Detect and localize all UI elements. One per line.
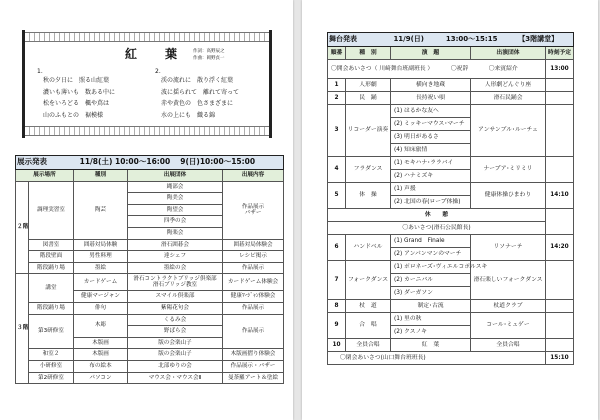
stage-title-row [328,33,574,47]
table-row [16,251,284,263]
table-row [328,300,574,313]
location-cell: 階段壁面 [29,251,74,263]
col-header: 出展内容 [223,170,284,182]
verse-number: 1. [37,68,43,75]
group-cell: 陶美会 [128,193,223,205]
song-lyrics-box [22,30,272,138]
col-header: 出展団体 [128,170,223,182]
content-cell: レシピ掲示 [223,251,284,263]
category-cell: 布の絵本 [74,360,128,372]
opening-greeting: 〇開会あいさつ（ 川﨑舞台班副班長 ） [331,65,434,72]
col-header: 演 題 [391,47,471,60]
content-cell: 木版画摺り体験会 [223,349,284,361]
group-cell: くるみ会 [128,314,223,326]
table-row [328,339,574,352]
col-header: 展示場所 [16,170,74,182]
category-cell: 合 唱 [346,313,391,339]
content-cell: 作品展示 バザー [223,181,284,239]
table-row [16,239,284,251]
category-cell: カードゲーム [74,274,128,291]
exhibit-date-sat: 11/8(土) 10:00～16:00 [79,157,171,167]
performer-cell: ナープア･ミリミリ [471,157,546,183]
program-title-cell: (2) アンパンマンのマーチ [391,248,471,261]
category-cell: 民 踊 [346,92,391,105]
congratulatory-address: 〇祝辞 [450,65,469,72]
location-cell: 階段踊り場 [29,302,74,314]
group-cell: マウス会・マウス会Ⅱ [128,372,223,384]
content-cell: 作品展示 [223,314,284,349]
category-cell: 健康マージャン [74,291,128,303]
stage-place: 【3階講堂】 [518,35,559,44]
category-cell: パソコン [74,372,128,384]
table-row [328,105,574,118]
location-cell: 調理実習室 [29,181,74,239]
program-title-cell: (2) クスノキ [391,326,471,339]
lyricist: 作詞：高野辰之 [193,49,225,54]
performer-cell: 健康体操ひまわり [471,183,546,209]
content-cell: 囲碁対局体験会 [223,239,284,251]
floor-label: ２階 [16,181,29,274]
time-cell: 14:20 [546,235,574,261]
program-title-cell: (4) 知床旅情 [391,144,471,157]
lyric-line: 濃いも薄いも 数ある中に [43,88,116,96]
stage-table [327,32,574,365]
program-title-cell: (3) 明日があるさ [391,131,471,144]
table-row [328,313,574,326]
group-cell: 野ばら会 [128,326,223,338]
category-cell: 男性料理 [74,251,128,263]
group-cell: 墨絵の会 [128,262,223,274]
content-cell: 曼荼羅アート＆塗絵 [223,372,284,384]
lyric-line: 山のふもとの 裾模様 [43,111,104,119]
composer: 作曲：岡野貞一 [193,56,225,61]
category-cell: フラダンス [346,157,391,183]
stage-title: 舞台発表 [329,35,357,44]
program-title-cell: 紅 葉 [391,339,471,352]
verse-number: 2. [155,68,161,75]
location-cell: 第3研修室 [29,314,74,349]
order-cell: 10 [328,339,346,352]
program-title-cell: 制定･古流 [391,300,471,313]
program-title-cell: (2) カーニバル [391,274,471,287]
category-cell: 体 操 [346,183,391,209]
program-title-cell: (3) ダーガソン [391,287,471,300]
lyric-line: 赤や黄色の 色さまざまに [161,100,234,107]
col-header: 順番 [328,47,346,60]
program-title-cell: (1) モキハナ･ララバイ [391,157,471,170]
right-page [302,0,598,420]
order-cell: 8 [328,300,346,313]
category-cell: 人形劇 [346,79,391,92]
content-cell: カードゲーム体験会 [223,274,284,291]
time-cell [546,300,574,313]
exhibit-date-sun: 9(日)10:00～15:00 [180,157,256,167]
location-cell: 第2研修室 [29,372,74,384]
exhibit-title-row [16,156,284,170]
opening-row [328,60,546,79]
time-cell: 14:10 [546,183,574,209]
category-cell: 木彫 [74,314,128,337]
table-row [328,352,574,365]
program-title-cell: (1) 声援 [391,183,471,196]
lyric-line: 波に揺られて 離れて寄って [161,88,240,96]
performer-cell: アンサンブル･ルーチェ [471,105,546,157]
content-cell: 作品展示・バザー [223,360,284,372]
content-cell: 作品展示 [223,262,284,274]
program-title-cell: (1) 里の秋 [391,313,471,326]
category-cell: 全員合唱 [346,339,391,352]
location-cell: 講堂 [29,274,74,303]
program-title-cell: 長持祝い唄 [391,92,471,105]
performer-cell: 杖道クラブ [471,300,546,313]
verse-2 [155,68,239,121]
table-row [16,314,284,326]
category-cell: 木版画 [74,337,128,349]
table-row [16,181,284,193]
location-cell: 階段踊り場 [29,262,74,274]
music-staff-decoration [25,126,269,136]
program-title-cell: (1) Grand Finale [391,235,471,248]
time-cell [546,105,574,157]
content-cell: 作品展示 [223,302,284,314]
col-header: 種 別 [346,47,391,60]
content-cell: 健康ﾏｰｼﾞｬﾝ体験会 [223,291,284,303]
group-cell: 北部ゆりの会 [128,360,223,372]
time-cell [546,261,574,300]
performer-cell: リソナーテ [471,235,546,261]
table-row [328,157,574,170]
category-cell: ハンドベル [346,235,391,261]
verse-1 [37,68,115,121]
performer-cell: 人形劇どんぐり座 [471,79,546,92]
table-row [16,349,284,361]
exhibit-title: 展示発表 [17,157,47,167]
table-row [328,261,574,274]
group-cell: 達シェフ [128,251,223,263]
lyric-line: 松をいろどる 楓や蔦は [43,100,110,107]
category-cell: リコーダー演奏 [346,105,391,157]
exhibit-table [15,155,284,384]
group-cell: 四季の会 [128,216,223,228]
song-title: 紅 葉 [125,47,186,61]
col-header: 時刻予定 [546,47,574,60]
col-header: 種別 [74,170,128,182]
lyric-line: 渓の流れに 散り浮く紅葉 [161,77,234,84]
table-row [328,79,574,92]
category-cell: 陶芸 [74,181,128,239]
left-page [0,0,293,420]
floor-label: ３階 [16,274,29,384]
group-cell: 滑石コントラクトブリッジ倶楽部 滑石ブリッジ教室 [128,274,223,291]
group-cell: 版の会楽山子 [128,337,223,349]
stage-time: 13:00～15:15 [445,35,498,44]
program-title-cell: (2) ハナミズキ [391,170,471,183]
table-row [16,302,284,314]
performer-cell: 滑石楽しいフォークダンス [471,261,546,300]
group-cell: 陶楽会 [128,227,223,239]
closing-time: 15:10 [546,352,574,365]
table-row [16,360,284,372]
location-cell: 図書室 [29,239,74,251]
category-cell: フォークダンス [346,261,391,300]
lyric-line: 水の上にも 織る錦 [161,111,216,119]
table-row [328,222,574,235]
time-cell [546,157,574,183]
opening-time: 13:00 [546,60,574,79]
order-cell: 4 [328,157,346,183]
time-cell [546,92,574,105]
table-row [16,274,284,291]
closing-greeting: 〇閉会あいさつ(山口舞台班班長) [328,352,546,365]
order-cell: 2 [328,92,346,105]
location-cell: 小研修室 [29,360,74,372]
order-cell: 5 [328,183,346,209]
time-cell [546,339,574,352]
break-row: 休 憩 [328,209,546,222]
order-cell: 1 [328,79,346,92]
group-cell: 縄部会 [128,181,223,193]
performer-cell: 滑石民踊会 [471,92,546,105]
location-cell: 和室２ [29,349,74,361]
group-cell: 紫陽花句会 [128,302,223,314]
time-cell [546,79,574,92]
performer-cell: コール･ミュゲー [471,313,546,339]
group-cell: 陶望会 [128,204,223,216]
group-cell: スマイル倶楽部 [128,291,223,303]
performer-cell: 全員合唱 [471,339,546,352]
program-title-cell: (1) ポロネーズ･ヴィエルコポルスキ [391,261,471,274]
program-title-cell: (1) はるかな友へ [391,105,471,118]
table-row [328,183,574,196]
order-cell: 3 [328,105,346,157]
order-cell: 9 [328,313,346,339]
table-row [16,372,284,384]
category-cell: 杖 道 [346,300,391,313]
break-greeting-row: 〇あいさつ(滑石公民館長) [328,222,546,235]
col-header: 出演団体 [471,47,546,60]
lyric-line: 秋の夕日に 照る山紅葉 [43,77,110,84]
table-row [16,262,284,274]
category-cell: 囲碁対局体験 [74,239,128,251]
category-cell: 木版画 [74,349,128,361]
group-cell: 版の会楽山子 [128,349,223,361]
music-staff-decoration [25,32,269,42]
group-cell: 滑石囲碁会 [128,239,223,251]
guest-introduction: 〇来賓紹介 [488,65,518,72]
order-cell: 6 [328,235,346,261]
stage-date: 11/9(日) [393,35,425,44]
category-cell: 墨絵 [74,262,128,274]
table-row [328,92,574,105]
program-title-cell: 横向き地蔵 [391,79,471,92]
program-title-cell: (2) ミッキーマウス･マーチ [391,118,471,131]
time-cell [546,313,574,339]
category-cell: 俳句 [74,302,128,314]
order-cell: 7 [328,261,346,300]
time-cell [546,209,574,235]
program-title-cell: (2) 北国の春(ロープ体操) [391,196,471,209]
table-row [328,235,574,248]
table-row [328,209,574,222]
